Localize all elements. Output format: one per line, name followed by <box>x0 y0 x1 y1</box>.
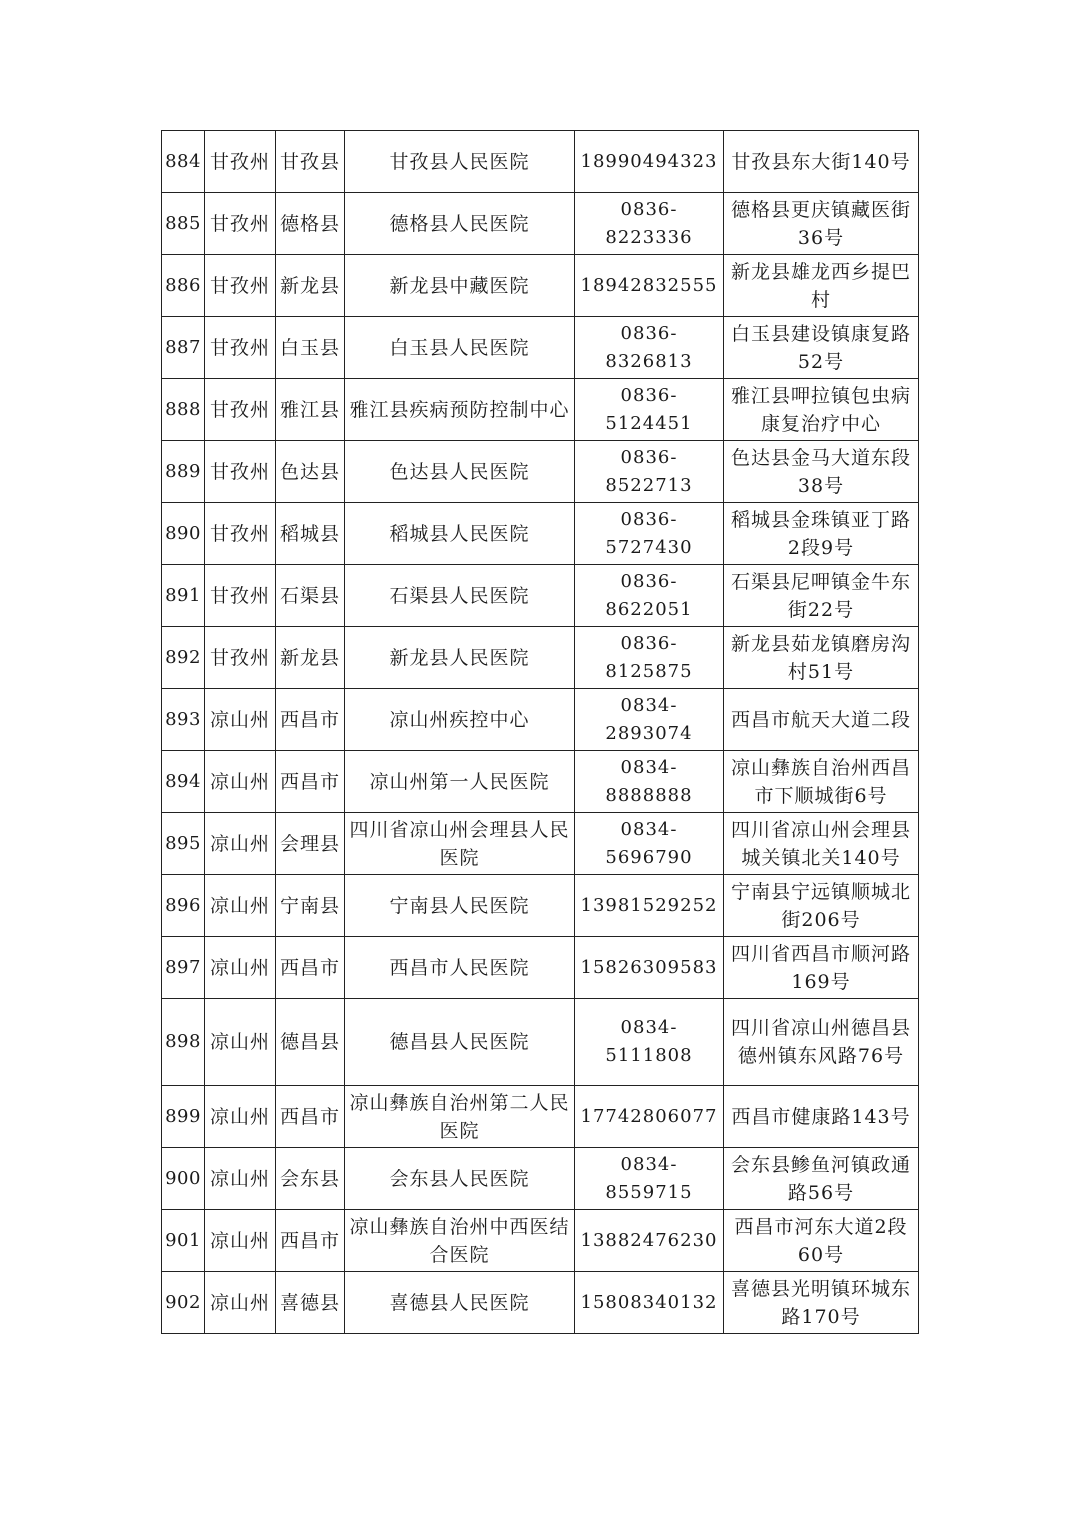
city-cell: 凉山州 <box>205 1148 276 1210</box>
hospital-cell: 凉山州疾控中心 <box>345 689 575 751</box>
table-row <box>162 441 919 503</box>
address-cell: 色达县金马大道东段38号 <box>724 441 919 503</box>
hospital-cell: 会东县人民医院 <box>345 1148 575 1210</box>
hospital-cell: 德昌县人民医院 <box>345 999 575 1086</box>
city-cell: 凉山州 <box>205 937 276 999</box>
row-number: 885 <box>162 193 205 255</box>
row-number: 898 <box>162 999 205 1086</box>
city-cell: 凉山州 <box>205 875 276 937</box>
address-cell: 四川省西昌市顺河路169号 <box>724 937 919 999</box>
city-cell: 甘孜州 <box>205 503 276 565</box>
address-cell: 西昌市健康路143号 <box>724 1086 919 1148</box>
county-cell: 新龙县 <box>276 255 345 317</box>
phone-cell: 0836-5124451 <box>575 379 724 441</box>
table-body <box>162 131 919 1334</box>
table-row <box>162 751 919 813</box>
city-cell: 凉山州 <box>205 999 276 1086</box>
table-row <box>162 131 919 193</box>
city-cell: 凉山州 <box>205 689 276 751</box>
hospital-cell: 四川省凉山州会理县人民医院 <box>345 813 575 875</box>
city-cell: 凉山州 <box>205 813 276 875</box>
table-row <box>162 1148 919 1210</box>
row-number: 895 <box>162 813 205 875</box>
table-row <box>162 627 919 689</box>
address-cell: 石渠县尼呷镇金牛东街22号 <box>724 565 919 627</box>
address-cell: 德格县更庆镇藏医街36号 <box>724 193 919 255</box>
phone-cell: 0836-8223336 <box>575 193 724 255</box>
hospital-cell: 西昌市人民医院 <box>345 937 575 999</box>
table-row <box>162 999 919 1086</box>
city-cell: 凉山州 <box>205 1210 276 1272</box>
county-cell: 雅江县 <box>276 379 345 441</box>
city-cell: 甘孜州 <box>205 627 276 689</box>
hospital-cell: 宁南县人民医院 <box>345 875 575 937</box>
phone-cell: 0834-5111808 <box>575 999 724 1086</box>
county-cell: 德格县 <box>276 193 345 255</box>
phone-cell: 17742806077 <box>575 1086 724 1148</box>
address-cell: 四川省凉山州会理县城关镇北关140号 <box>724 813 919 875</box>
hospital-cell: 凉山州第一人民医院 <box>345 751 575 813</box>
hospital-cell: 甘孜县人民医院 <box>345 131 575 193</box>
address-cell: 白玉县建设镇康复路52号 <box>724 317 919 379</box>
city-cell: 甘孜州 <box>205 193 276 255</box>
city-cell: 甘孜州 <box>205 565 276 627</box>
county-cell: 喜德县 <box>276 1272 345 1334</box>
row-number: 896 <box>162 875 205 937</box>
phone-cell: 13882476230 <box>575 1210 724 1272</box>
address-cell: 宁南县宁远镇顺城北街206号 <box>724 875 919 937</box>
phone-cell: 0834-8888888 <box>575 751 724 813</box>
row-number: 888 <box>162 379 205 441</box>
county-cell: 西昌市 <box>276 1086 345 1148</box>
hospital-cell: 新龙县中藏医院 <box>345 255 575 317</box>
county-cell: 新龙县 <box>276 627 345 689</box>
row-number: 899 <box>162 1086 205 1148</box>
hospital-cell: 凉山彝族自治州第二人民医院 <box>345 1086 575 1148</box>
table-row <box>162 193 919 255</box>
phone-cell: 15808340132 <box>575 1272 724 1334</box>
county-cell: 西昌市 <box>276 1210 345 1272</box>
row-number: 890 <box>162 503 205 565</box>
city-cell: 甘孜州 <box>205 255 276 317</box>
county-cell: 西昌市 <box>276 937 345 999</box>
address-cell: 喜德县光明镇环城东路170号 <box>724 1272 919 1334</box>
hospital-cell: 稻城县人民医院 <box>345 503 575 565</box>
hospital-cell: 新龙县人民医院 <box>345 627 575 689</box>
county-cell: 宁南县 <box>276 875 345 937</box>
phone-cell: 0836-8125875 <box>575 627 724 689</box>
table-row <box>162 875 919 937</box>
city-cell: 甘孜州 <box>205 317 276 379</box>
row-number: 902 <box>162 1272 205 1334</box>
address-cell: 甘孜县东大街140号 <box>724 131 919 193</box>
address-cell: 新龙县茹龙镇磨房沟村51号 <box>724 627 919 689</box>
table-row <box>162 503 919 565</box>
hospital-cell: 石渠县人民医院 <box>345 565 575 627</box>
table-row <box>162 937 919 999</box>
row-number: 891 <box>162 565 205 627</box>
hospital-cell: 色达县人民医院 <box>345 441 575 503</box>
address-cell: 稻城县金珠镇亚丁路2段9号 <box>724 503 919 565</box>
table-row <box>162 255 919 317</box>
city-cell: 甘孜州 <box>205 131 276 193</box>
county-cell: 甘孜县 <box>276 131 345 193</box>
phone-cell: 0836-8522713 <box>575 441 724 503</box>
phone-cell: 13981529252 <box>575 875 724 937</box>
county-cell: 西昌市 <box>276 689 345 751</box>
city-cell: 凉山州 <box>205 751 276 813</box>
phone-cell: 18990494323 <box>575 131 724 193</box>
row-number: 897 <box>162 937 205 999</box>
table-row <box>162 379 919 441</box>
county-cell: 会东县 <box>276 1148 345 1210</box>
hospital-cell: 凉山彝族自治州中西医结合医院 <box>345 1210 575 1272</box>
phone-cell: 15826309583 <box>575 937 724 999</box>
row-number: 892 <box>162 627 205 689</box>
address-cell: 西昌市航天大道二段 <box>724 689 919 751</box>
county-cell: 色达县 <box>276 441 345 503</box>
table-row <box>162 1210 919 1272</box>
phone-cell: 0836-8326813 <box>575 317 724 379</box>
row-number: 889 <box>162 441 205 503</box>
table-row <box>162 1272 919 1334</box>
address-cell: 会东县鲹鱼河镇政通路56号 <box>724 1148 919 1210</box>
county-cell: 白玉县 <box>276 317 345 379</box>
address-cell: 西昌市河东大道2段60号 <box>724 1210 919 1272</box>
phone-cell: 0836-8622051 <box>575 565 724 627</box>
row-number: 900 <box>162 1148 205 1210</box>
phone-cell: 18942832555 <box>575 255 724 317</box>
hospital-cell: 白玉县人民医院 <box>345 317 575 379</box>
phone-cell: 0834-8559715 <box>575 1148 724 1210</box>
phone-cell: 0836-5727430 <box>575 503 724 565</box>
address-cell: 雅江县呷拉镇包虫病康复治疗中心 <box>724 379 919 441</box>
hospital-cell: 喜德县人民医院 <box>345 1272 575 1334</box>
phone-cell: 0834-5696790 <box>575 813 724 875</box>
county-cell: 稻城县 <box>276 503 345 565</box>
table-row <box>162 1086 919 1148</box>
city-cell: 甘孜州 <box>205 441 276 503</box>
table-row <box>162 317 919 379</box>
county-cell: 会理县 <box>276 813 345 875</box>
county-cell: 西昌市 <box>276 751 345 813</box>
row-number: 887 <box>162 317 205 379</box>
table-row <box>162 689 919 751</box>
hospital-cell: 德格县人民医院 <box>345 193 575 255</box>
address-cell: 新龙县雄龙西乡提巴村 <box>724 255 919 317</box>
table-row <box>162 813 919 875</box>
county-cell: 石渠县 <box>276 565 345 627</box>
city-cell: 凉山州 <box>205 1086 276 1148</box>
row-number: 884 <box>162 131 205 193</box>
hospital-cell: 雅江县疾病预防控制中心 <box>345 379 575 441</box>
row-number: 894 <box>162 751 205 813</box>
table-row <box>162 565 919 627</box>
row-number: 901 <box>162 1210 205 1272</box>
address-cell: 四川省凉山州德昌县德州镇东风路76号 <box>724 999 919 1086</box>
address-cell: 凉山彝族自治州西昌市下顺城街6号 <box>724 751 919 813</box>
hospital-table <box>161 130 919 1334</box>
city-cell: 凉山州 <box>205 1272 276 1334</box>
city-cell: 甘孜州 <box>205 379 276 441</box>
phone-cell: 0834-2893074 <box>575 689 724 751</box>
county-cell: 德昌县 <box>276 999 345 1086</box>
row-number: 886 <box>162 255 205 317</box>
row-number: 893 <box>162 689 205 751</box>
